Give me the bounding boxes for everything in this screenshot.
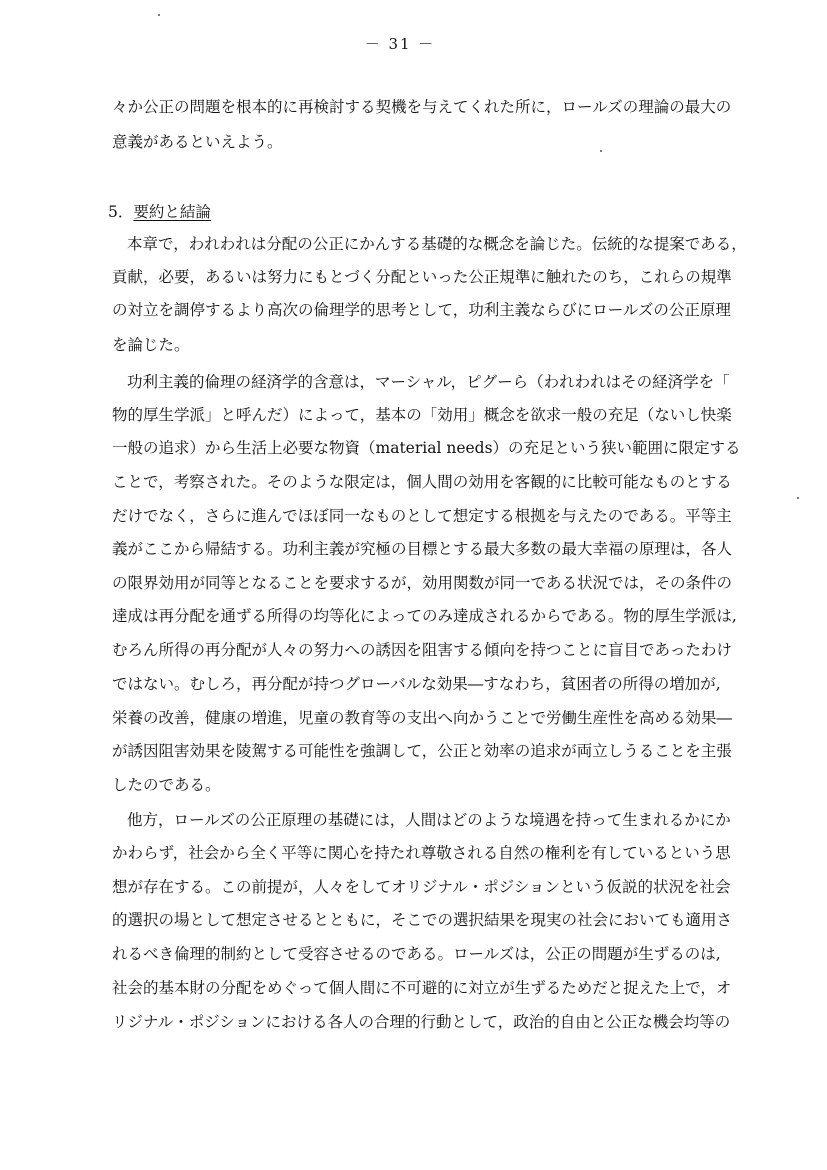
body-line-10: 義がここから帰結する。功利主義が究極の目標とする最大多数の最大幸福の原理は，各人: [112, 540, 733, 558]
body-line-21: 的選択の場として想定させるとともに，そこでの選択結果を現実の社会においても適用さ: [112, 911, 733, 929]
body-line-13: むろん所得の再分配が人々の努力への誘因を阻害する傾向を持つことに盲目であったわけ: [112, 641, 732, 659]
body-line-22: れるべき倫理的制約として受容させるのである。ロールズは，公正の問題が生ずるのは,: [112, 945, 721, 963]
intro-line-2: 意義があるといえよう。: [112, 133, 283, 151]
scan-speck: [600, 150, 602, 152]
body-line-3: の対立を調停するより高次の倫理学的思考として，功利主義ならびにロールズの公正原理: [112, 301, 731, 319]
body-line-14: ではない。むしろ，再分配が持つグローバルな効果―すなわち，貧困者の所得の増加が,: [112, 675, 721, 693]
page-number: － 31 －: [364, 35, 436, 53]
body-line-11: の限界効用が同等となることを要求するが，効用関数が同一である状況では，その条件の: [112, 574, 733, 592]
body-line-7: 一般の追求）から生活上必要な物資（material needs）の充足という狭い範囲に限定する: [112, 439, 741, 457]
body-line-8: ことで，考察された。そのような限定は，個人間の効用を客観的に比較可能なものとする: [112, 473, 732, 491]
body-line-1: 本章で，われわれは分配の公正にかんする基礎的な概念を論じた。伝統的な提案である，: [127, 235, 747, 253]
body-line-2: 貢献，必要，あるいは努力にもとづく分配といった公正規準に触れたのち，これらの規準: [112, 268, 732, 286]
body-line-4: を論じた。: [112, 336, 190, 354]
scan-speck: [158, 14, 160, 16]
body-line-19: かわらず，社会から全く平等に関心を持たれ尊敬される自然の権利を有しているという思: [112, 844, 731, 862]
body-line-12: 達成は再分配を通ずる所得の均等化によってのみ達成されるからである。物的厚生学派は,: [112, 607, 737, 625]
section-heading: [108, 202, 211, 222]
body-line-20: 想が存在する。この前提が，人々をしてオリジナル・ポジションという仮説的状況を社会: [112, 878, 731, 896]
body-line-23: 社会的基本財の分配をめぐって個人間に不可避的に対立が生ずるためだと捉えた上で，オ: [112, 979, 732, 997]
scan-speck: [797, 497, 799, 499]
section-number: 5．: [108, 203, 134, 221]
body-line-5: 功利主義的倫理の経済学的含意は，マーシャル，ピグーら（われわれはその経済学を「: [127, 373, 730, 391]
body-line-9: だけでなく，さらに進んでほぼ同一なものとして想定する根拠を与えたのである。平等主: [112, 507, 732, 525]
intro-line-1: 々か公正の問題を根本的に再検討する契機を与えてくれた所に，ロールズの理論の最大の: [112, 98, 732, 116]
body-line-18: 他方，ロールズの公正原理の基礎には，人間はどのような境遇を持って生まれるかにか: [127, 811, 731, 829]
body-line-6: 物的厚生学派」と呼んだ）によって，基本の「効用」概念を欲求一般の充足（ないし快楽: [112, 406, 732, 424]
body-line-17: したのである。: [112, 776, 221, 794]
body-line-24: リジナル・ポジションにおける各人の合理的行動として，政治的自由と公正な機会均等の: [112, 1013, 731, 1031]
body-line-16: が誘因阻害効果を陵駕する可能性を強調して，公正と効率の追求が両立しうることを主張: [112, 742, 732, 760]
section-title: 要約と結論: [133, 203, 211, 221]
body-line-15: 栄養の改善，健康の増進，児童の教育等の支出へ向かうことで労働生産性を高める効果―: [112, 709, 733, 727]
